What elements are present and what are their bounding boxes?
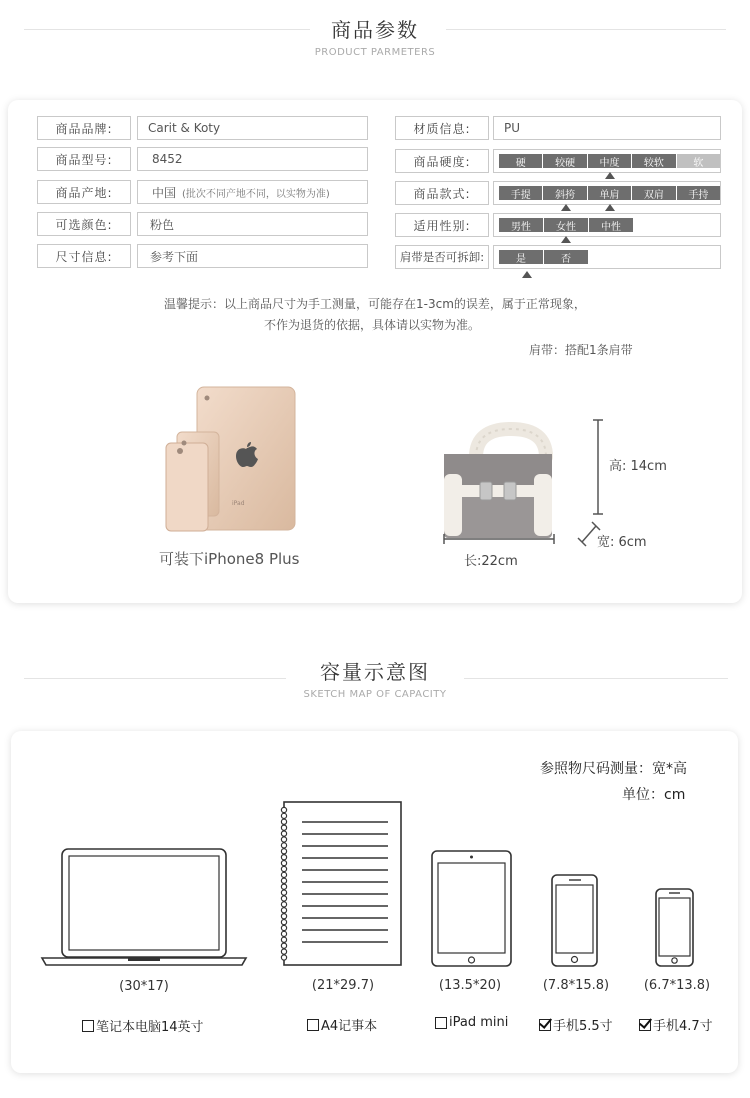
param-row-strap — [395, 245, 721, 269]
param-row-gender — [395, 213, 721, 237]
param-value: 参考下面 — [137, 244, 368, 268]
size-ipad: (13.5*20) — [438, 978, 502, 993]
notebook-icon — [276, 800, 404, 968]
item-ipad — [435, 1015, 508, 1030]
capacity-measure-note: 参照物尺码测量：宽*高 — [540, 761, 687, 777]
param-label: 商品品牌: — [37, 116, 131, 140]
style-chip: 单肩 — [588, 186, 631, 200]
param-row-style — [395, 181, 721, 205]
dimension-height: 高: 14cm — [609, 459, 667, 474]
param-row-brand — [37, 116, 368, 140]
param-row-size — [37, 244, 368, 268]
param-label: 适用性别: — [395, 213, 489, 237]
style-selected-marker — [561, 204, 571, 211]
devices-illustration — [160, 385, 300, 535]
item-phone-small — [639, 1015, 713, 1034]
item-laptop — [82, 1016, 204, 1035]
gender-selected-marker — [561, 236, 571, 243]
hardness-chip: 软 — [677, 154, 720, 168]
capacity-unit-note: 单位：cm — [622, 787, 686, 803]
params-title: 商品参数 — [331, 18, 419, 42]
capacity-header — [0, 656, 750, 700]
style-chip: 手提 — [499, 186, 542, 200]
item-notebook — [307, 1015, 377, 1034]
param-label: 材质信息: — [395, 116, 489, 140]
size-phone-large: (7.8*15.8) — [542, 978, 610, 993]
hardness-selected-marker — [605, 172, 615, 179]
param-row-model — [37, 147, 368, 171]
param-label: 商品产地: — [37, 180, 131, 204]
param-label: 商品硬度: — [395, 149, 489, 173]
item-label: 手机4.7寸 — [653, 1019, 713, 1034]
fit-caption: 可装下iPhone8 Plus — [159, 550, 300, 568]
hardness-chip: 较硬 — [543, 154, 586, 168]
phone-small-icon — [655, 888, 695, 968]
param-row-origin — [37, 180, 368, 204]
param-label: 商品款式: — [395, 181, 489, 205]
ipad-brand: iPad — [232, 500, 245, 507]
dimension-length: 长:22cm — [464, 554, 518, 569]
strap-options — [493, 245, 721, 269]
item-label: 笔记本电脑14英寸 — [96, 1020, 204, 1035]
param-label: 可选颜色: — [37, 212, 131, 236]
param-row-material — [395, 116, 721, 140]
style-options — [493, 181, 721, 205]
hardness-chip: 较软 — [632, 154, 675, 168]
hardness-chip: 中度 — [588, 154, 631, 168]
param-label: 尺寸信息: — [37, 244, 131, 268]
gender-chip: 中性 — [589, 218, 633, 232]
ipad-mini-icon — [431, 850, 513, 968]
param-value: 8452 — [137, 147, 368, 171]
hardness-chip: 硬 — [499, 154, 542, 168]
params-subtitle: PRODUCT PARMETERS — [314, 47, 436, 58]
param-value: PU — [493, 116, 721, 140]
param-value: Carit & Koty — [137, 116, 368, 140]
checked-box-icon — [639, 1019, 651, 1031]
dimension-width: 宽: 6cm — [597, 535, 647, 550]
style-chip: 手持 — [677, 186, 720, 200]
unchecked-box-icon — [435, 1017, 447, 1029]
unchecked-box-icon — [307, 1019, 319, 1031]
item-label: 手机5.5寸 — [553, 1019, 613, 1034]
gender-chip: 女性 — [544, 218, 588, 232]
style-chip: 斜挎 — [543, 186, 586, 200]
param-value: 中国 (批次不同产地不同，以实物为准) — [137, 180, 368, 204]
strap-chip: 是 — [499, 250, 543, 264]
notice-line-2: 不作为退货的依据，具体请以实物为准。 — [263, 318, 480, 332]
param-row-hardness — [395, 149, 721, 173]
item-label: A4记事本 — [321, 1019, 378, 1034]
checked-box-icon — [539, 1019, 551, 1031]
size-laptop: (30*17) — [119, 979, 169, 994]
gender-options — [493, 213, 721, 237]
capacity-subtitle: SKETCH MAP OF CAPACITY — [303, 689, 447, 700]
params-header — [0, 14, 750, 58]
notice-line-1: 温馨提示：以上商品尺寸为手工测量，可能存在1-3cm的误差，属于正常现象， — [164, 297, 586, 311]
param-row-color — [37, 212, 368, 236]
unchecked-box-icon — [82, 1020, 94, 1032]
phone-large-icon — [551, 874, 599, 968]
hardness-options — [493, 149, 721, 173]
gender-chip: 男性 — [499, 218, 543, 232]
strap-info: 肩带：搭配1条肩带 — [529, 343, 633, 357]
param-label: 肩带是否可拆卸: — [395, 245, 489, 269]
size-notebook: (21*29.7) — [311, 978, 375, 993]
param-label: 商品型号: — [37, 147, 131, 171]
style-chip: 双肩 — [632, 186, 675, 200]
item-label: iPad mini — [449, 1015, 509, 1030]
size-phone-small: (6.7*13.8) — [643, 978, 711, 993]
param-value: 粉色 — [137, 212, 368, 236]
item-phone-large — [539, 1015, 613, 1034]
style-selected-marker — [605, 204, 615, 211]
strap-chip: 否 — [544, 250, 588, 264]
laptop-icon — [40, 846, 248, 970]
param-note: (批次不同产地不同，以实物为准) — [182, 188, 330, 200]
capacity-title: 容量示意图 — [320, 660, 430, 684]
strap-selected-marker — [522, 271, 532, 278]
